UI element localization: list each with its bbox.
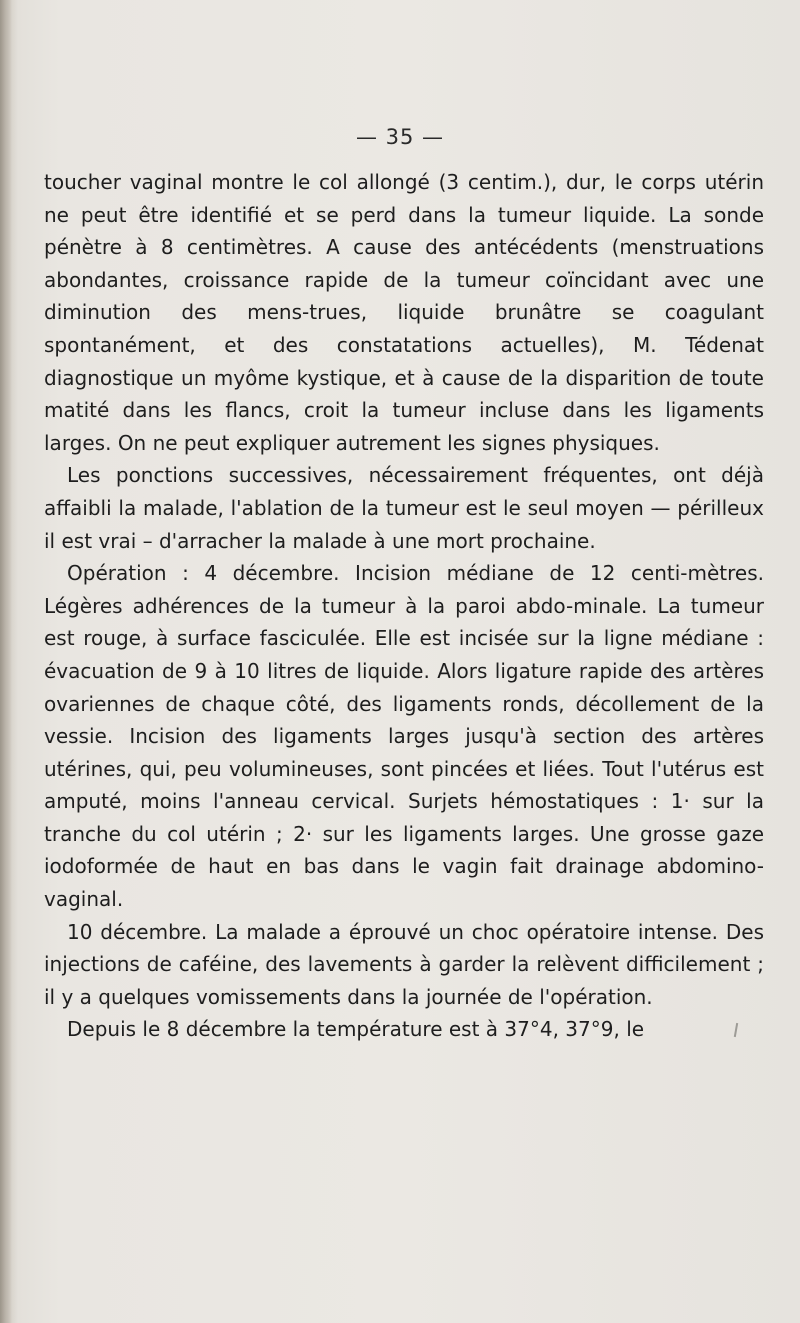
paragraph: Depuis le 8 décembre la température est à 37°4, 37°9, le bbox=[67, 1017, 645, 1042]
page-number: — 35 — bbox=[355, 125, 445, 149]
paragraph: toucher vaginal montre le col allongé (3 centim.), dur, le corps utérin ne peut être identifié et se perd dans la tumeur liquide. La sonde pénètre à 8 centimètres. A cause des antécédents (menstruations abondantes, croissance rapide de la tumeur coïncidant avec une diminution des mens-trues, liquide brunâtre se coagulant spontanément, et des constatations actuelles), M. Tédenat diagnostique un myôme kystique, et à cause de la disparition de toute matité dans les flancs, croit la tumeur incluse dans les ligaments larges. On ne peut expliquer autrement les signes physiques. bbox=[44, 170, 764, 455]
paragraph: 10 décembre. La malade a éprouvé un choc opératoire intense. Des injections de caféine, des lavements à garder la relèvent difficilement ; il y a quelques vomissements dans la journée de l'opération. bbox=[44, 919, 764, 1009]
paragraph: Opération : 4 décembre. Incision médiane de 12 centi-mètres. Légères adhérences de la tumeur à la paroi abdo-minale. La tumeur est rouge, à surface fasciculée. Elle est incisée sur la ligne médiane : évacuation de 9 à 10 litres de liquide. Alors ligature rapide des artères ovariennes de chaque côté, des ligaments ronds, décollement de la vessie. Incision des ligaments larges jusqu'à section des artères utérines, qui, peu volumineuses, sont pincées et liées. Tout l'utérus est amputé, moins l'anneau cervical. Surjets hémostatiques : 1· sur la tranche du col utérin ; 2· sur les ligaments larges. Une grosse gaze iodoformée de haut en bas dans le vagin fait drainage abdomino-vaginal. bbox=[44, 561, 764, 912]
body-text bbox=[44, 166, 764, 1046]
page-edge-shadow bbox=[0, 0, 12, 1323]
paragraph: Les ponctions successives, nécessairement fréquentes, ont déjà affaibli la malade, l'ablation de la tumeur est le seul moyen — périlleux il est vrai – d'arracher la malade à une mort prochaine. bbox=[44, 463, 764, 553]
